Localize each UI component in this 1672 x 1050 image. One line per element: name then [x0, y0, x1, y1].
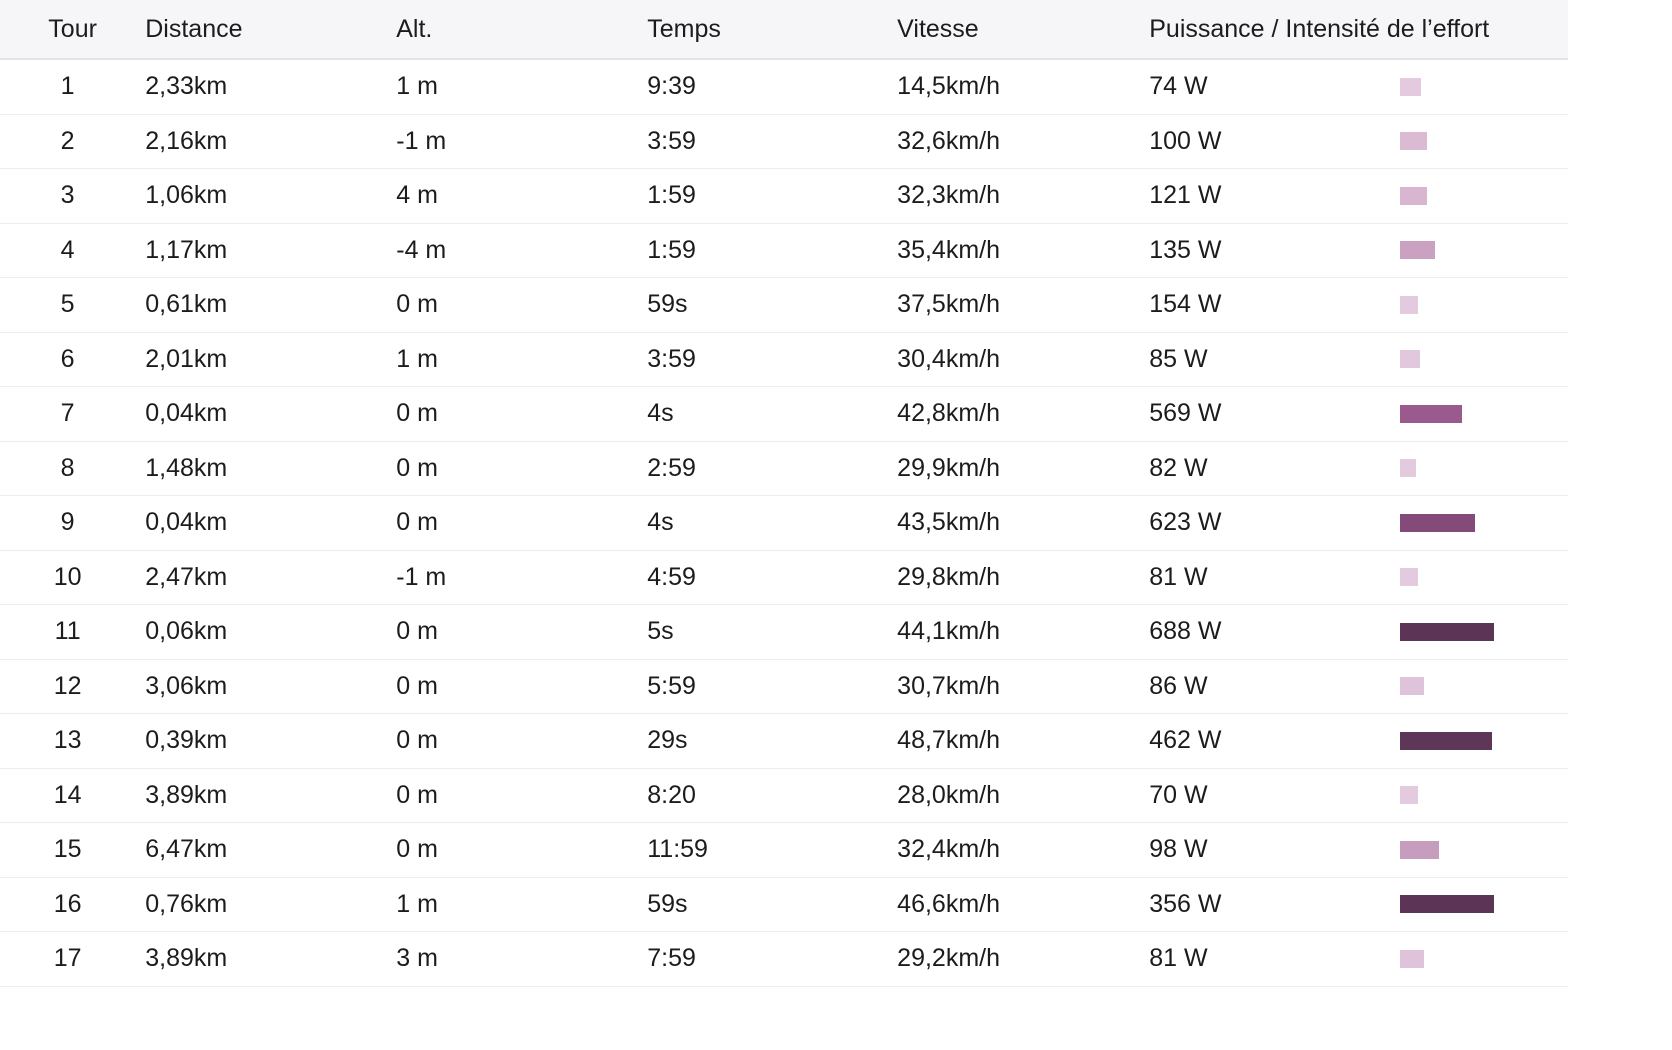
lap-cell: 12: [0, 659, 145, 714]
power-cell: 623 W: [1149, 496, 1400, 551]
intensity-cell: [1400, 59, 1568, 114]
intensity-bar: [1400, 459, 1416, 477]
altitude-cell: 0 m: [396, 278, 647, 333]
distance-cell: 0,04km: [145, 387, 396, 442]
speed-cell: 46,6km/h: [897, 877, 1149, 932]
time-cell: 3:59: [647, 114, 897, 169]
power-cell: 74 W: [1149, 59, 1400, 114]
time-cell: 8:20: [647, 768, 897, 823]
speed-cell: 48,7km/h: [897, 714, 1149, 769]
altitude-cell: -1 m: [396, 550, 647, 605]
intensity-cell: [1400, 441, 1568, 496]
power-cell: 135 W: [1149, 223, 1400, 278]
power-cell: 85 W: [1149, 332, 1400, 387]
time-cell: 5:59: [647, 659, 897, 714]
lap-cell: 1: [0, 59, 145, 114]
power-cell: 100 W: [1149, 114, 1400, 169]
distance-cell: 0,39km: [145, 714, 396, 769]
speed-cell: 37,5km/h: [897, 278, 1149, 333]
power-cell: 688 W: [1149, 605, 1400, 660]
intensity-cell: [1400, 823, 1568, 878]
intensity-cell: [1400, 877, 1568, 932]
intensity-cell: [1400, 278, 1568, 333]
altitude-cell: 0 m: [396, 387, 647, 442]
intensity-cell: [1400, 605, 1568, 660]
distance-cell: 0,06km: [145, 605, 396, 660]
table-row[interactable]: [0, 169, 1568, 224]
altitude-cell: 4 m: [396, 169, 647, 224]
altitude-cell: 0 m: [396, 714, 647, 769]
time-cell: 1:59: [647, 169, 897, 224]
lap-cell: 5: [0, 278, 145, 333]
lap-cell: 7: [0, 387, 145, 442]
table-row[interactable]: [0, 550, 1568, 605]
intensity-cell: [1400, 387, 1568, 442]
table-row[interactable]: [0, 659, 1568, 714]
time-cell: 9:39: [647, 59, 897, 114]
altitude-cell: 0 m: [396, 823, 647, 878]
distance-cell: 3,06km: [145, 659, 396, 714]
table-body: [0, 59, 1568, 986]
distance-cell: 3,89km: [145, 932, 396, 987]
altitude-cell: 0 m: [396, 441, 647, 496]
power-cell: 81 W: [1149, 550, 1400, 605]
intensity-bar: [1400, 623, 1494, 641]
distance-cell: 2,01km: [145, 332, 396, 387]
table-row[interactable]: [0, 223, 1568, 278]
time-cell: 7:59: [647, 932, 897, 987]
speed-cell: 30,4km/h: [897, 332, 1149, 387]
speed-cell: 29,9km/h: [897, 441, 1149, 496]
table-row[interactable]: [0, 768, 1568, 823]
speed-cell: 29,2km/h: [897, 932, 1149, 987]
speed-cell: 30,7km/h: [897, 659, 1149, 714]
power-cell: 121 W: [1149, 169, 1400, 224]
altitude-cell: 0 m: [396, 496, 647, 551]
lap-cell: 16: [0, 877, 145, 932]
intensity-bar: [1400, 350, 1420, 368]
altitude-cell: 1 m: [396, 59, 647, 114]
intensity-cell: [1400, 332, 1568, 387]
time-cell: 5s: [647, 605, 897, 660]
table-row[interactable]: [0, 823, 1568, 878]
altitude-cell: -1 m: [396, 114, 647, 169]
altitude-cell: 0 m: [396, 659, 647, 714]
table-row[interactable]: [0, 59, 1568, 114]
intensity-cell: [1400, 114, 1568, 169]
speed-cell: 42,8km/h: [897, 387, 1149, 442]
table-row[interactable]: [0, 441, 1568, 496]
intensity-cell: [1400, 169, 1568, 224]
altitude-cell: -4 m: [396, 223, 647, 278]
intensity-cell: [1400, 223, 1568, 278]
lap-cell: 14: [0, 768, 145, 823]
table-row[interactable]: [0, 332, 1568, 387]
intensity-cell: [1400, 550, 1568, 605]
altitude-cell: 0 m: [396, 768, 647, 823]
altitude-cell: 0 m: [396, 605, 647, 660]
power-cell: 86 W: [1149, 659, 1400, 714]
time-cell: 29s: [647, 714, 897, 769]
intensity-bar: [1400, 296, 1418, 314]
lap-cell: 9: [0, 496, 145, 551]
time-cell: 59s: [647, 278, 897, 333]
table-row[interactable]: [0, 496, 1568, 551]
intensity-bar: [1400, 568, 1418, 586]
intensity-bar: [1400, 677, 1424, 695]
table-row[interactable]: [0, 877, 1568, 932]
intensity-bar: [1400, 78, 1421, 96]
lap-cell: 15: [0, 823, 145, 878]
distance-cell: 0,61km: [145, 278, 396, 333]
distance-cell: 6,47km: [145, 823, 396, 878]
distance-cell: 3,89km: [145, 768, 396, 823]
intensity-bar: [1400, 187, 1427, 205]
time-cell: 11:59: [647, 823, 897, 878]
table-header-row: [0, 0, 1568, 59]
time-cell: 59s: [647, 877, 897, 932]
time-cell: 4s: [647, 496, 897, 551]
intensity-cell: [1400, 768, 1568, 823]
lap-cell: 6: [0, 332, 145, 387]
power-cell: 154 W: [1149, 278, 1400, 333]
table-row[interactable]: [0, 605, 1568, 660]
lap-cell: 3: [0, 169, 145, 224]
intensity-bar: [1400, 895, 1494, 913]
distance-cell: 1,17km: [145, 223, 396, 278]
speed-cell: 32,6km/h: [897, 114, 1149, 169]
table-row[interactable]: [0, 387, 1568, 442]
power-cell: 98 W: [1149, 823, 1400, 878]
intensity-cell: [1400, 496, 1568, 551]
intensity-cell: [1400, 714, 1568, 769]
power-cell: 462 W: [1149, 714, 1400, 769]
header-time[interactable]: Temps: [647, 0, 897, 59]
lap-cell: 2: [0, 114, 145, 169]
speed-cell: 44,1km/h: [897, 605, 1149, 660]
time-cell: 2:59: [647, 441, 897, 496]
intensity-cell: [1400, 659, 1568, 714]
intensity-bar: [1400, 841, 1439, 859]
power-cell: 81 W: [1149, 932, 1400, 987]
altitude-cell: 3 m: [396, 932, 647, 987]
altitude-cell: 1 m: [396, 332, 647, 387]
table-row[interactable]: [0, 114, 1568, 169]
lap-cell: 17: [0, 932, 145, 987]
speed-cell: 28,0km/h: [897, 768, 1149, 823]
distance-cell: 1,48km: [145, 441, 396, 496]
lap-cell: 8: [0, 441, 145, 496]
time-cell: 1:59: [647, 223, 897, 278]
power-cell: 70 W: [1149, 768, 1400, 823]
time-cell: 3:59: [647, 332, 897, 387]
table-row[interactable]: [0, 278, 1568, 333]
altitude-cell: 1 m: [396, 877, 647, 932]
lap-cell: 4: [0, 223, 145, 278]
time-cell: 4:59: [647, 550, 897, 605]
intensity-bar: [1400, 405, 1462, 423]
table-row[interactable]: [0, 714, 1568, 769]
intensity-bar: [1400, 732, 1492, 750]
speed-cell: 29,8km/h: [897, 550, 1149, 605]
distance-cell: 2,47km: [145, 550, 396, 605]
intensity-bar: [1400, 514, 1475, 532]
speed-cell: 32,4km/h: [897, 823, 1149, 878]
speed-cell: 32,3km/h: [897, 169, 1149, 224]
header-power-intensity[interactable]: Puissance / Intensité de l’effort: [1149, 0, 1568, 59]
table-header: [0, 0, 1568, 59]
power-cell: 356 W: [1149, 877, 1400, 932]
distance-cell: 0,04km: [145, 496, 396, 551]
table-row[interactable]: [0, 932, 1568, 987]
intensity-bar: [1400, 786, 1418, 804]
power-cell: 82 W: [1149, 441, 1400, 496]
distance-cell: 0,76km: [145, 877, 396, 932]
intensity-bar: [1400, 132, 1427, 150]
intensity-cell: [1400, 932, 1568, 987]
speed-cell: 35,4km/h: [897, 223, 1149, 278]
distance-cell: 2,16km: [145, 114, 396, 169]
speed-cell: 14,5km/h: [897, 59, 1149, 114]
header-altitude[interactable]: Alt.: [396, 0, 647, 59]
header-distance[interactable]: Distance: [145, 0, 396, 59]
lap-cell: 11: [0, 605, 145, 660]
header-speed[interactable]: Vitesse: [897, 0, 1149, 59]
speed-cell: 43,5km/h: [897, 496, 1149, 551]
distance-cell: 2,33km: [145, 59, 396, 114]
time-cell: 4s: [647, 387, 897, 442]
lap-cell: 13: [0, 714, 145, 769]
intensity-bar: [1400, 241, 1435, 259]
intensity-bar: [1400, 950, 1424, 968]
header-lap[interactable]: Tour: [0, 0, 145, 59]
power-cell: 569 W: [1149, 387, 1400, 442]
lap-cell: 10: [0, 550, 145, 605]
distance-cell: 1,06km: [145, 169, 396, 224]
